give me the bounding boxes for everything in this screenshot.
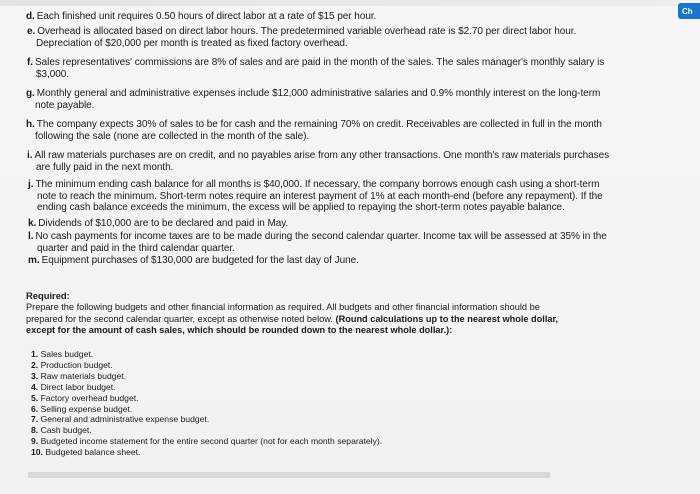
condition-label: l.: [28, 231, 34, 242]
list-number: 2.: [31, 359, 39, 370]
list-text: Budgeted balance sheet.: [45, 447, 141, 458]
condition-text-cont: quarter and paid in the third calendar quarter.: [37, 242, 235, 254]
list-number: 4.: [31, 381, 39, 392]
list-item: [31, 360, 382, 371]
condition-label: g.: [26, 88, 35, 99]
corner-tab-button[interactable]: Ch: [678, 3, 700, 19]
condition-g: [26, 88, 600, 111]
condition-label: e.: [27, 26, 36, 37]
condition-text: No cash payments for income taxes are to be made during the second calendar quarter. Income tax will be assessed at 35% in the: [35, 231, 607, 242]
list-text: Budgeted income statement for the entire second quarter (not for each month separately).: [40, 436, 383, 447]
list-item: [31, 404, 382, 415]
condition-label: m.: [28, 255, 40, 266]
condition-text-cont: ending cash balance exceeds the minimum, the excess will be applied to repaying the short-term notes payable balance.: [37, 202, 565, 213]
list-text: Production budget.: [40, 359, 113, 370]
list-text: Cash budget.: [40, 425, 92, 436]
required-line-1: Prepare the following budgets and other financial information as required. All budgets and other financial information should be: [26, 302, 540, 312]
list-number: 6.: [31, 403, 39, 414]
condition-text-cont: note to reach the minimum. Short-term notes require an interest payment of 1% at each month-end (before any repayment). If the: [37, 190, 603, 202]
condition-i: [27, 150, 609, 173]
list-item: [31, 414, 382, 425]
condition-text: Monthly general and administrative expenses include $12,000 administrative salaries and 0.9% monthly interest on the long-term: [36, 88, 601, 99]
condition-label: k.: [28, 218, 37, 229]
list-item: [31, 447, 382, 458]
condition-text: Equipment purchases of $130,000 are budgeted for the last day of June.: [41, 255, 359, 266]
list-text: Selling expense budget.: [40, 403, 133, 414]
condition-text-cont: following the sale (none are collected in the month of the sale).: [35, 130, 310, 142]
list-number: 8.: [31, 425, 39, 436]
list-number: 5.: [31, 392, 39, 403]
list-text: Sales budget.: [40, 349, 94, 359]
condition-text: The company expects 30% of sales to be for cash and the remaining 70% on credit. Receivables are collected in full in the month: [36, 119, 602, 130]
top-edge: [0, 0, 680, 6]
list-item: [31, 349, 382, 360]
condition-text-cont: note payable.: [35, 99, 95, 111]
condition-text-cont: are fully paid in the next month.: [36, 161, 174, 173]
list-text: General and administrative expense budget.: [40, 414, 210, 425]
required-line-2-plain: prepared for the second calendar quarter, except as otherwise noted below.: [26, 313, 333, 324]
condition-text-cont: Depreciation of $20,000 per month is treated as fixed factory overhead.: [36, 37, 348, 49]
condition-text: Each finished unit requires 0.50 hours of direct labor at a rate of $15 per hour.: [36, 11, 377, 22]
condition-label: j.: [28, 179, 34, 190]
list-item: [31, 425, 382, 436]
condition-f: [27, 57, 604, 80]
list-item: [31, 436, 382, 447]
required-instructions: [26, 302, 616, 337]
required-heading: Required:: [26, 290, 70, 301]
required-line-2: [26, 314, 616, 326]
list-number: 1.: [31, 349, 39, 359]
horizontal-scrollbar[interactable]: [28, 472, 550, 478]
requirements-list: [31, 349, 382, 458]
condition-k: [28, 218, 288, 230]
condition-text-cont: $3,000.: [36, 68, 70, 80]
condition-j: [28, 179, 603, 214]
condition-d: [26, 11, 376, 23]
list-item: [31, 393, 382, 404]
condition-text: All raw materials purchases are on credit, and no payables arise from any other transactions. One month's raw materials purchases: [34, 150, 610, 161]
required-line-2-bold: (Round calculations up to the nearest whole dollar,: [335, 313, 559, 324]
list-text: Raw materials budget.: [40, 370, 127, 381]
required-line-3-bold: except for the amount of cash sales, which should be rounded down to the nearest whole dollar.):: [26, 325, 453, 335]
list-number: 3.: [31, 370, 39, 381]
condition-text: The minimum ending cash balance for all months is $40,000. If necessary, the company borrows enough cash using a short-term: [35, 179, 600, 190]
condition-label: h.: [26, 119, 35, 130]
condition-e: [27, 26, 576, 49]
list-text: Direct labor budget.: [40, 381, 116, 392]
list-number: 9.: [31, 436, 39, 447]
condition-label: f.: [27, 57, 34, 68]
list-text: Factory overhead budget.: [40, 392, 139, 403]
list-number: 7.: [31, 414, 39, 425]
condition-h: [26, 119, 602, 142]
condition-text: Sales representatives' commissions are 8% of sales and are paid in the month of the sales. The sales manager's monthly salary is: [35, 57, 605, 68]
list-item: [31, 371, 382, 382]
condition-l: [28, 231, 607, 254]
condition-label: i.: [27, 150, 33, 161]
list-item: [31, 382, 382, 393]
condition-m: [28, 255, 359, 267]
condition-label: d.: [26, 11, 35, 22]
condition-text: Dividends of $10,000 are to be declared and paid in May.: [38, 218, 289, 229]
condition-text: Overhead is allocated based on direct labor hours. The predetermined variable overhead rate is $2.70 per direct labor hour.: [37, 26, 577, 37]
required-line-3: [26, 325, 616, 337]
list-number: 10.: [31, 447, 43, 458]
